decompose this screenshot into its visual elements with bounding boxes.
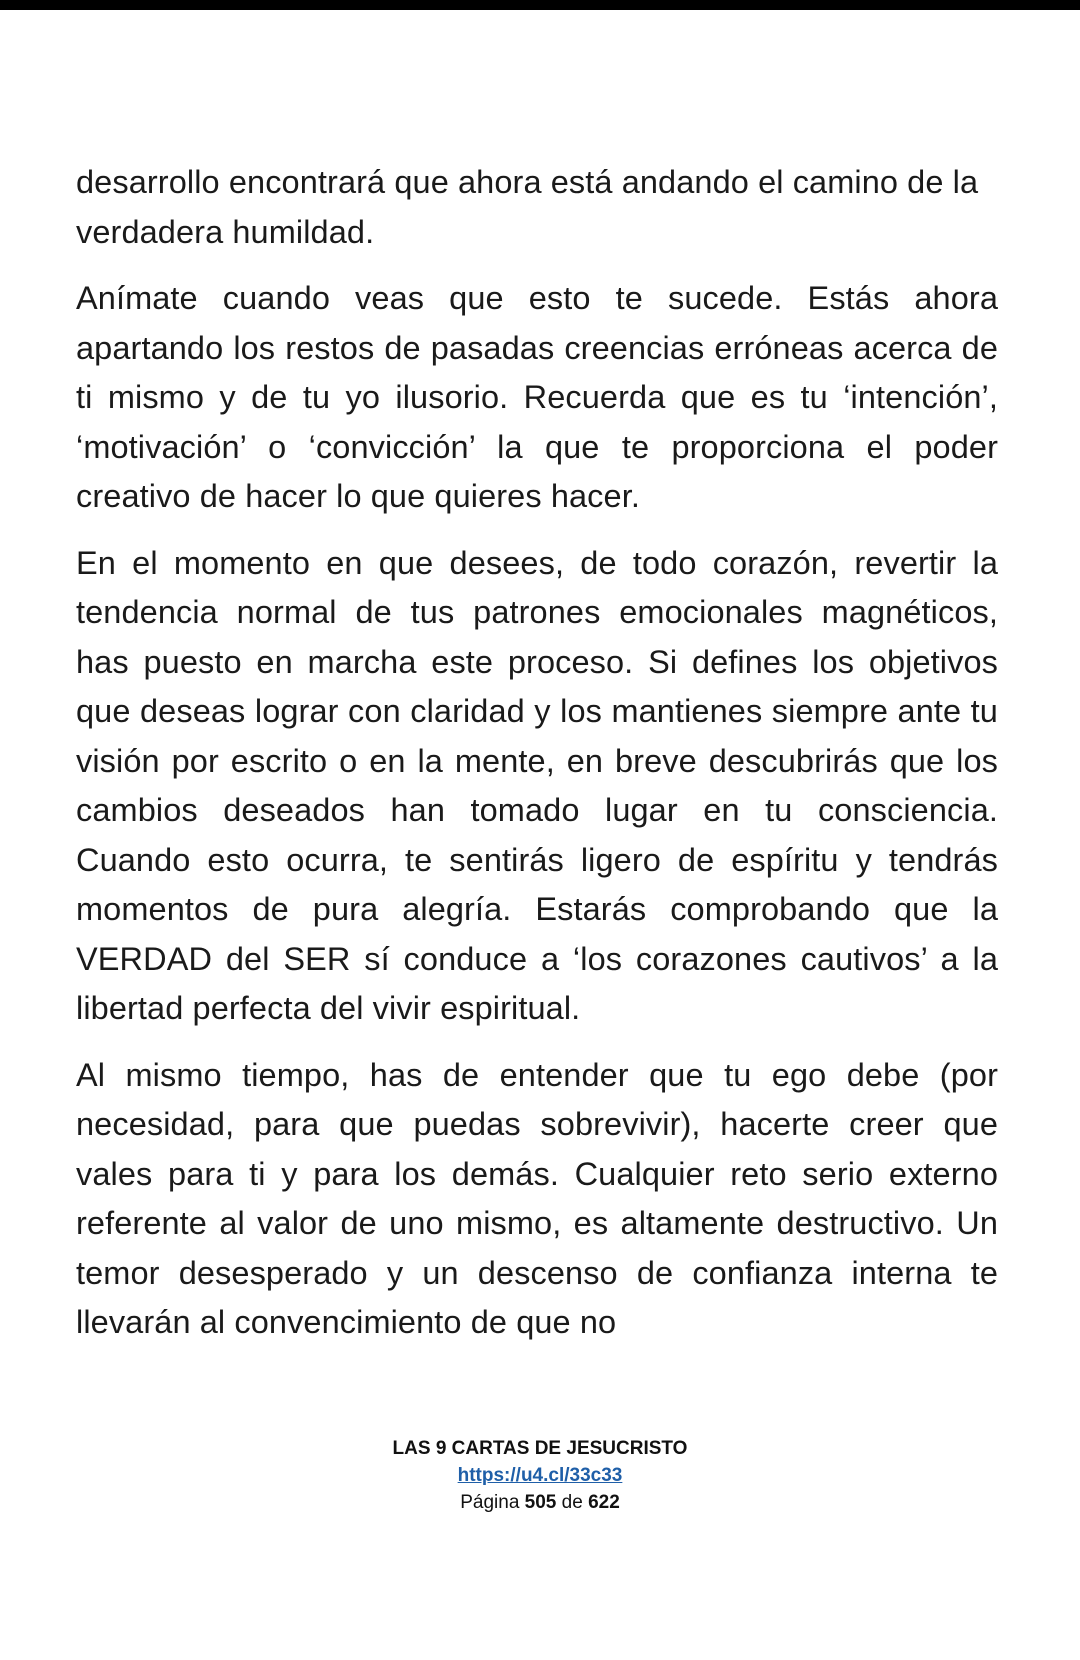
page-number — [0, 1489, 1080, 1516]
book-title: LAS 9 CARTAS DE JESUCRISTO — [392, 1438, 688, 1459]
paragraph-2: Anímate cuando veas que esto te sucede. Estás ahora apartando los restos de pasadas creencias erróneas acerca de ti mismo y de tu yo ilusorio. Recuerda que es tu ‘intención’, ‘motivación’ o ‘convicción’ la que te proporciona el poder creativo de hacer lo que quieres hacer. — [76, 280, 998, 514]
paragraph-1: desarrollo encontrará que ahora está andando el camino de la verdadera humildad. — [76, 164, 979, 250]
page-current: 505 — [524, 1492, 557, 1513]
paragraph-4: Al mismo tiempo, has de entender que tu ego debe (por necesidad, para que puedas sobrevivir), hacerte creer que vales para ti y para los demás. Cualquier reto serio externo referente al valor de uno mismo, es altamente destructivo. Un temor desesperado y un descenso de confianza interna te llevarán al convencimiento de que no — [76, 1056, 998, 1340]
page-total: 622 — [588, 1492, 620, 1513]
page-footer — [0, 1435, 1080, 1516]
top-edge-bar — [0, 0, 1080, 10]
page-separator: de — [561, 1492, 583, 1513]
page-prefix: Página — [460, 1492, 520, 1513]
page-body-text — [76, 158, 998, 1365]
paragraph-3: En el momento en que desees, de todo corazón, revertir la tendencia normal de tus patrones emocionales magnéticos, has puesto en marcha este proceso. Si defines los objetivos que deseas lograr con claridad y los mantienes siempre ante tu visión por escrito o en la mente, en breve descubrirás que los cambios deseados han tomado lugar en tu consciencia. Cuando esto ocurra, te sentirás ligero de espíritu y tendrás momentos de pura alegría. Estarás comprobando que la VERDAD del SER sí conduce a ‘los corazones cautivos’ a la libertad perfecta del vivir espiritual. — [76, 544, 998, 1026]
book-link[interactable]: https://u4.cl/33c33 — [457, 1465, 623, 1486]
